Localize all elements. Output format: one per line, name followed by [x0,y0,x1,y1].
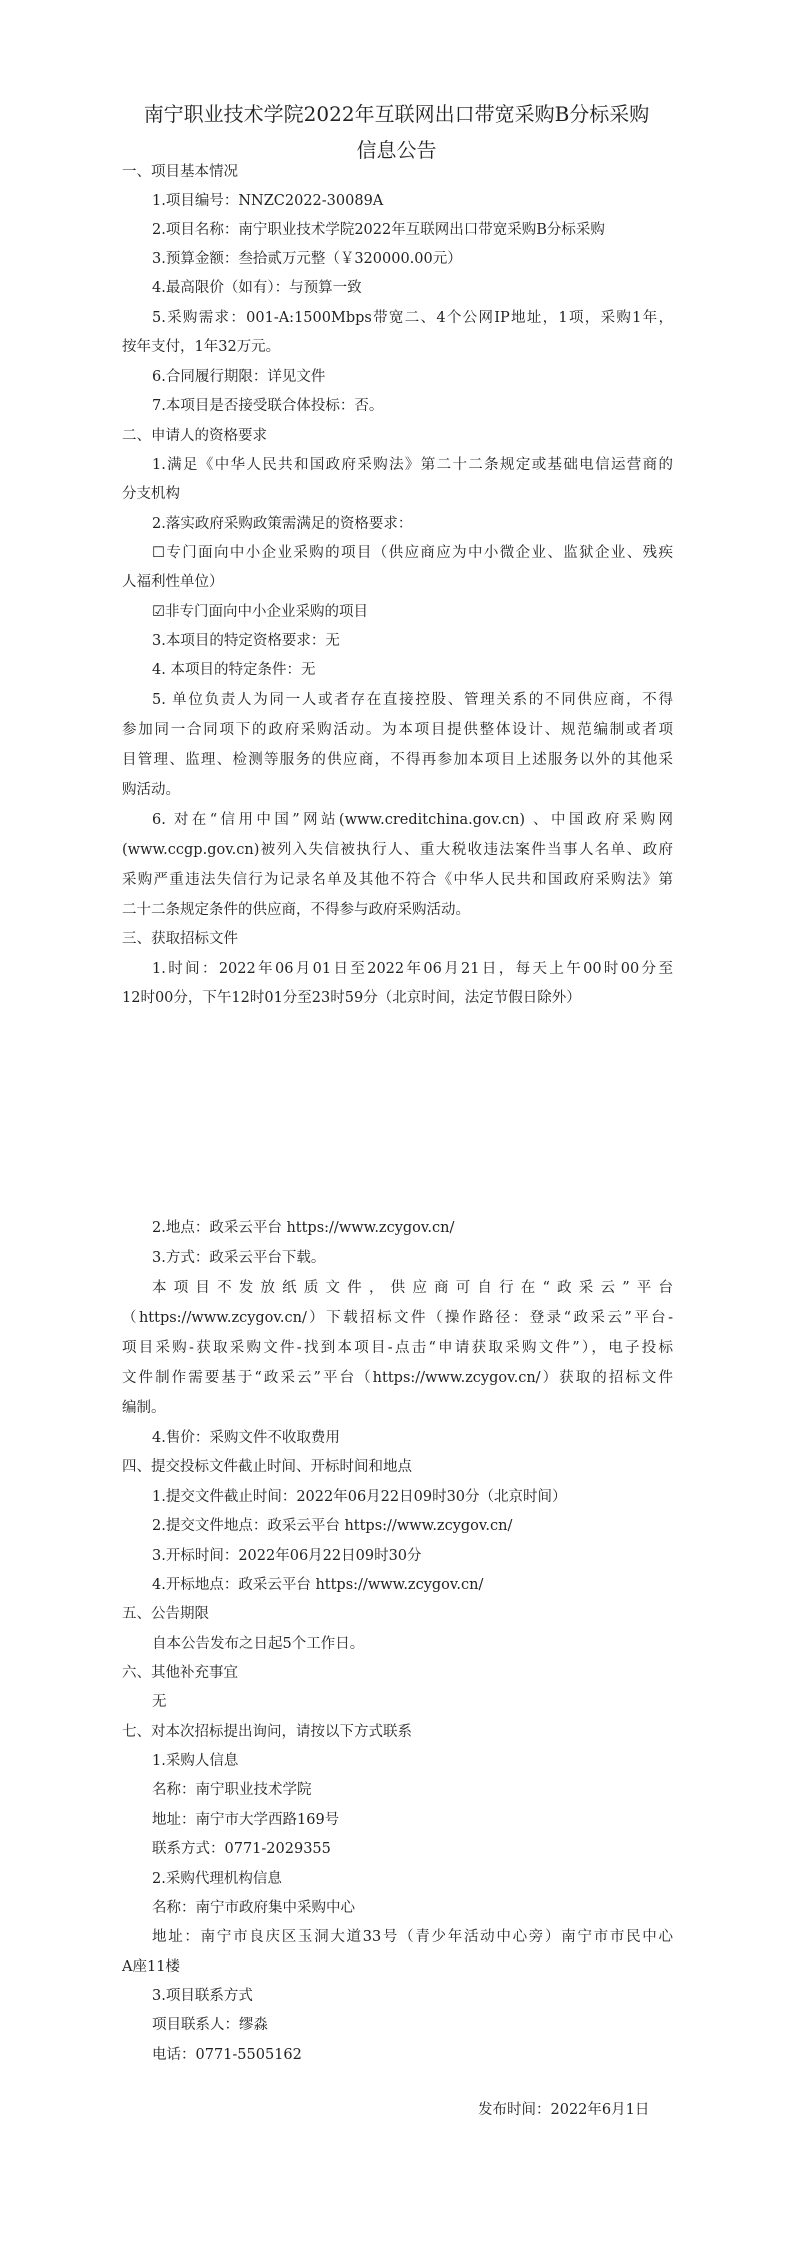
text-line: 3.方式：政采云平台下载。 [152,1250,326,1266]
text-line: 名称：南宁职业技术学院 [152,1782,312,1798]
text-line: 无 [152,1694,167,1710]
text-line: 1.满足《中华人民共和国政府采购法》第二十二条规定或基础电信运营商的 [152,457,673,473]
text-line: 目管理、监理、检测等服务的供应商，不得再参加本项目上述服务以外的其他采 [122,752,673,768]
text-line: 2.采购代理机构信息 [152,1871,282,1887]
section-heading: 三、获取招标文件 [122,931,238,947]
text-line: 3.预算金额：叁拾贰万元整（￥320000.00元） [152,251,462,267]
title-line-1: 南宁职业技术学院2022年互联网出口带宽采购B分标采购 [143,102,650,126]
text-line: 2.提交文件地点：政采云平台 https://www.zcygov.cn/ [152,1518,513,1534]
text-line: 3.本项目的特定资格要求：无 [152,633,340,649]
text-line: 1.提交文件截止时间：2022年06月22日09时30分（北京时间） [152,1489,567,1505]
text-line: 文件制作需要基于“政采云”平台（https://www.zcygov.cn/）获取的招标文件 [122,1370,673,1386]
text-line: 1.采购人信息 [152,1753,239,1769]
text-line: 采购严重违法失信行为记录名单及其他不符合《中华人民共和国政府采购法》第 [122,872,673,888]
title-line-2: 信息公告 [356,138,437,162]
text-line: (www.ccgp.gov.cn)被列入失信被执行人、重大税收违法案件当事人名单、政府 [122,842,673,858]
text-line: 自本公告发布之日起5个工作日。 [152,1636,365,1652]
text-line: 人福利性单位） [122,574,224,590]
text-line: 本项目不发放纸质文件，供应商可自行在“政采云”平台 [152,1280,673,1296]
text-line: 4.开标地点：政采云平台 https://www.zcygov.cn/ [152,1577,484,1593]
text-line: 2.地点：政采云平台 https://www.zcygov.cn/ [152,1220,455,1236]
text-line: A座11楼 [122,1959,180,1975]
section-heading: 二、申请人的资格要求 [122,428,267,444]
text-line: 12时00分，下午12时01分至23时59分（北京时间，法定节假日除外） [122,990,581,1006]
text-line: 地址：南宁市良庆区玉洞大道33号（青少年活动中心旁）南宁市市民中心 [152,1929,673,1945]
text-line: 名称：南宁市政府集中采购中心 [152,1900,355,1916]
text-line: 4.售价：采购文件不收取费用 [152,1430,340,1446]
section-heading: 四、提交投标文件截止时间、开标时间和地点 [122,1459,412,1475]
text-line: 二十二条规定条件的供应商，不得参与政府采购活动。 [122,902,470,918]
text-line: 编制。 [122,1400,166,1416]
section-heading: 六、其他补充事宜 [122,1665,238,1681]
publish-time: 发布时间：2022年6月1日 [478,2102,650,2118]
text-line: 联系方式：0771-2029355 [152,1841,331,1857]
text-line: 按年支付，1年32万元。 [122,339,281,355]
text-line: 1.时间：2022年06月01日至2022年06月21日，每天上午00时00分至 [152,961,673,977]
text-line: 6. 对在“信用中国”网站(www.creditchina.gov.cn) 、中国政府采购网 [152,812,673,828]
text-line: 6.合同履行期限：详见文件 [152,369,326,385]
text-line: 3.开标时间：2022年06月22日09时30分 [152,1548,422,1564]
text-line: 5.采购需求：001-A:1500Mbps带宽二、4个公网IP地址，1项，采购1年， [152,310,673,326]
text-line: 1.项目编号：NNZC2022-30089A [152,193,384,209]
section-heading: 五、公告期限 [122,1606,209,1622]
text-line: 4.最高限价（如有）：与预算一致 [152,280,362,296]
text-line: ☑非专门面向中小企业采购的项目 [152,604,368,620]
text-line: 购活动。 [122,782,180,798]
text-line: 7.本项目是否接受联合体投标：否。 [152,398,384,414]
section-heading: 七、对本次招标提出询问，请按以下方式联系 [122,1724,412,1740]
section-heading: 一、项目基本情况 [122,164,238,180]
text-line: 5. 单位负责人为同一人或者存在直接控股、管理关系的不同供应商，不得 [152,692,673,708]
text-line: 分支机构 [122,486,180,502]
text-line: （https://www.zcygov.cn/）下载招标文件（操作路径：登录“政采云”平台- [122,1310,673,1326]
text-line: 地址：南宁市大学西路169号 [152,1812,340,1828]
text-line: ☐专门面向中小企业采购的项目（供应商应为中小微企业、监狱企业、残疾 [152,545,673,561]
text-line: 3.项目联系方式 [152,1988,253,2004]
text-line: 4. 本项目的特定条件：无 [152,662,316,678]
text-line: 2.项目名称：南宁职业技术学院2022年互联网出口带宽采购B分标采购 [152,222,605,238]
text-line: 2.落实政府采购政策需满足的资格要求： [152,516,413,532]
text-line: 电话：0771-5505162 [152,2047,302,2063]
text-line: 项目采购-获取采购文件-找到本项目-点击“申请获取采购文件”），电子投标 [122,1340,673,1356]
text-line: 参加同一合同项下的政府采购活动。为本项目提供整体设计、规范编制或者项 [122,722,673,738]
text-line: 项目联系人：缪淼 [152,2017,268,2033]
